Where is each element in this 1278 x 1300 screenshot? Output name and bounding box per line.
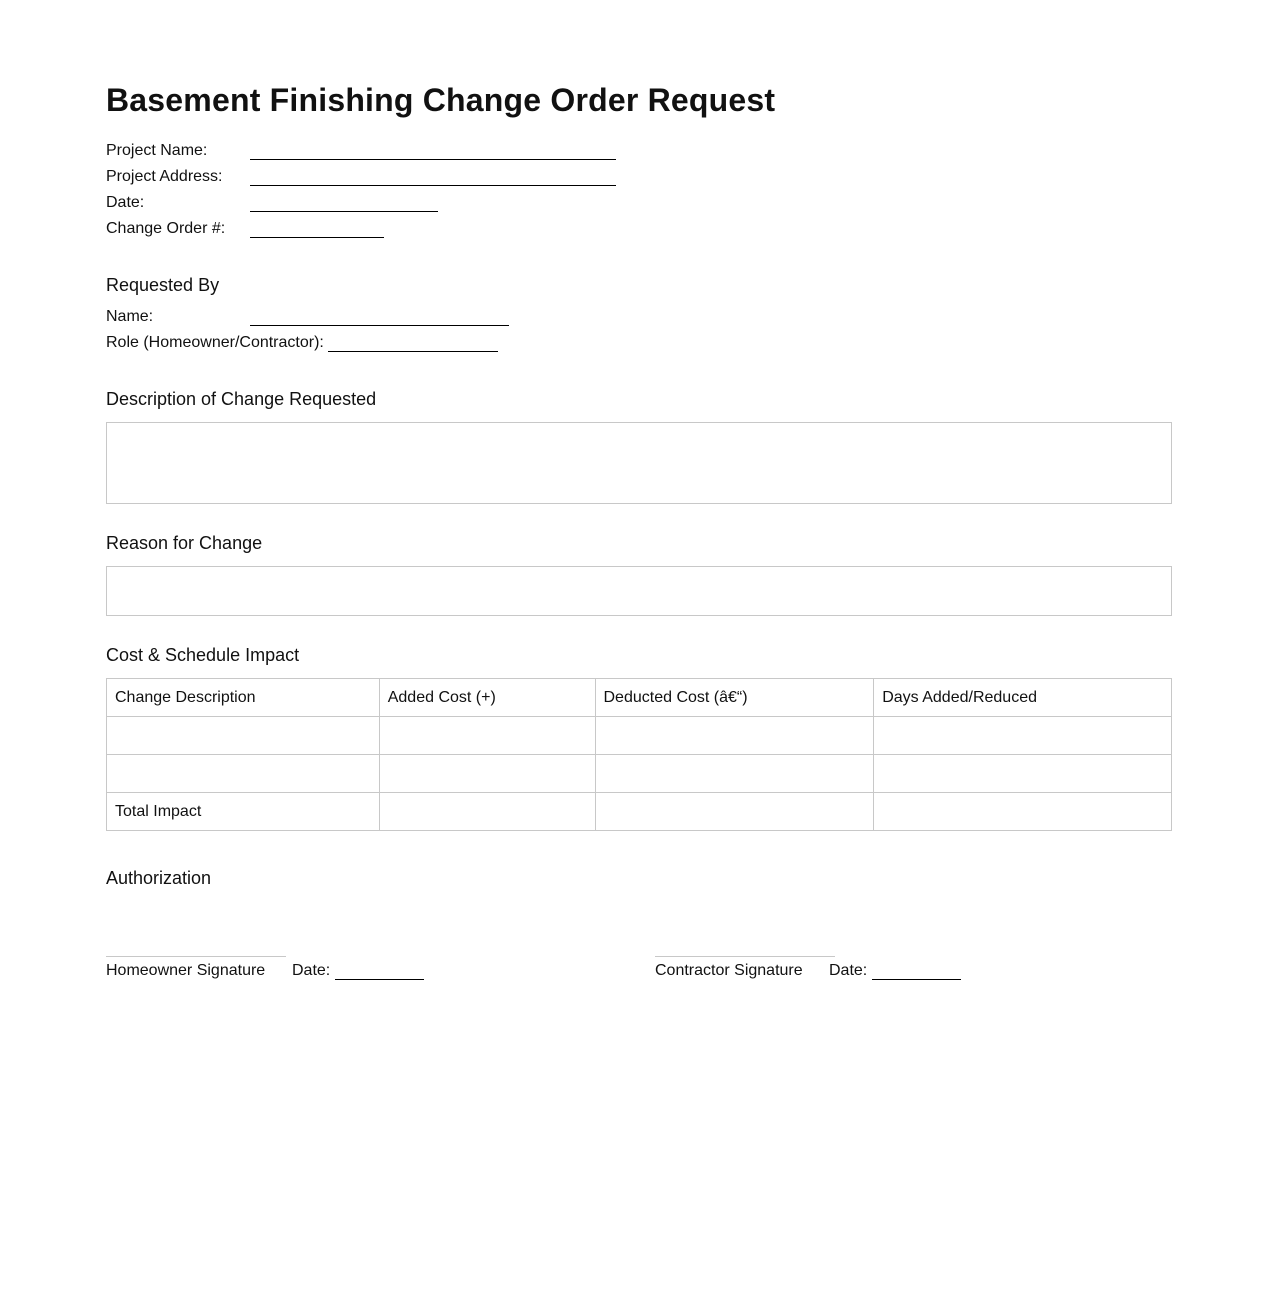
homeowner-signature-line[interactable] <box>106 956 286 957</box>
contractor-signature-label: Contractor Signature <box>655 962 803 979</box>
page-title: Basement Finishing Change Order Request <box>106 82 776 118</box>
table-row <box>107 755 1172 793</box>
table-cell[interactable] <box>874 755 1172 793</box>
contractor-signature-line[interactable] <box>655 956 835 957</box>
column-header: Days Added/Reduced <box>874 679 1172 717</box>
column-header: Deducted Cost (â€“) <box>595 679 874 717</box>
requester-role-label: Role (Homeowner/Contractor): <box>106 334 324 351</box>
impact-heading: Cost & Schedule Impact <box>106 645 300 665</box>
total-label: Total Impact <box>107 793 380 831</box>
table-cell[interactable] <box>379 793 595 831</box>
date-label: Date: <box>106 194 145 211</box>
change-order-row <box>106 220 626 240</box>
change-order-label: Change Order #: <box>106 220 226 237</box>
table-cell[interactable] <box>379 717 595 755</box>
table-header-row <box>107 679 1172 717</box>
contractor-signature-block <box>655 956 985 986</box>
homeowner-signature-label: Homeowner Signature <box>106 962 266 979</box>
table-cell[interactable] <box>379 755 595 793</box>
requester-role-field[interactable] <box>328 334 498 352</box>
table-cell[interactable] <box>595 755 874 793</box>
requester-role-row <box>106 334 626 354</box>
date-row <box>106 194 626 214</box>
table-cell[interactable] <box>874 793 1172 831</box>
table-cell[interactable] <box>595 793 874 831</box>
impact-table <box>106 678 1172 831</box>
table-cell[interactable] <box>595 717 874 755</box>
column-header: Added Cost (+) <box>379 679 595 717</box>
requester-name-field[interactable] <box>250 308 509 326</box>
table-row <box>107 717 1172 755</box>
table-cell[interactable] <box>874 717 1172 755</box>
date-field[interactable] <box>250 194 438 212</box>
total-row <box>107 793 1172 831</box>
homeowner-date-label: Date: <box>292 962 331 979</box>
contractor-date-field[interactable] <box>872 962 961 980</box>
authorization-heading: Authorization <box>106 868 212 888</box>
requested-by-heading: Requested By <box>106 275 220 295</box>
project-name-row <box>106 142 626 162</box>
project-name-field[interactable] <box>250 142 616 160</box>
description-heading: Description of Change Requested <box>106 389 377 409</box>
project-address-label: Project Address: <box>106 168 223 185</box>
project-address-row <box>106 168 626 188</box>
reason-box[interactable] <box>106 566 1172 616</box>
project-address-field[interactable] <box>250 168 616 186</box>
change-order-field[interactable] <box>250 220 384 238</box>
column-header: Change Description <box>107 679 380 717</box>
requester-name-label: Name: <box>106 308 154 325</box>
project-name-label: Project Name: <box>106 142 208 159</box>
table-cell[interactable] <box>107 717 380 755</box>
reason-heading: Reason for Change <box>106 533 263 553</box>
homeowner-date-field[interactable] <box>335 962 424 980</box>
description-box[interactable] <box>106 422 1172 504</box>
table-cell[interactable] <box>107 755 380 793</box>
contractor-date-label: Date: <box>829 962 868 979</box>
homeowner-signature-block <box>106 956 436 986</box>
requester-name-row <box>106 308 626 328</box>
